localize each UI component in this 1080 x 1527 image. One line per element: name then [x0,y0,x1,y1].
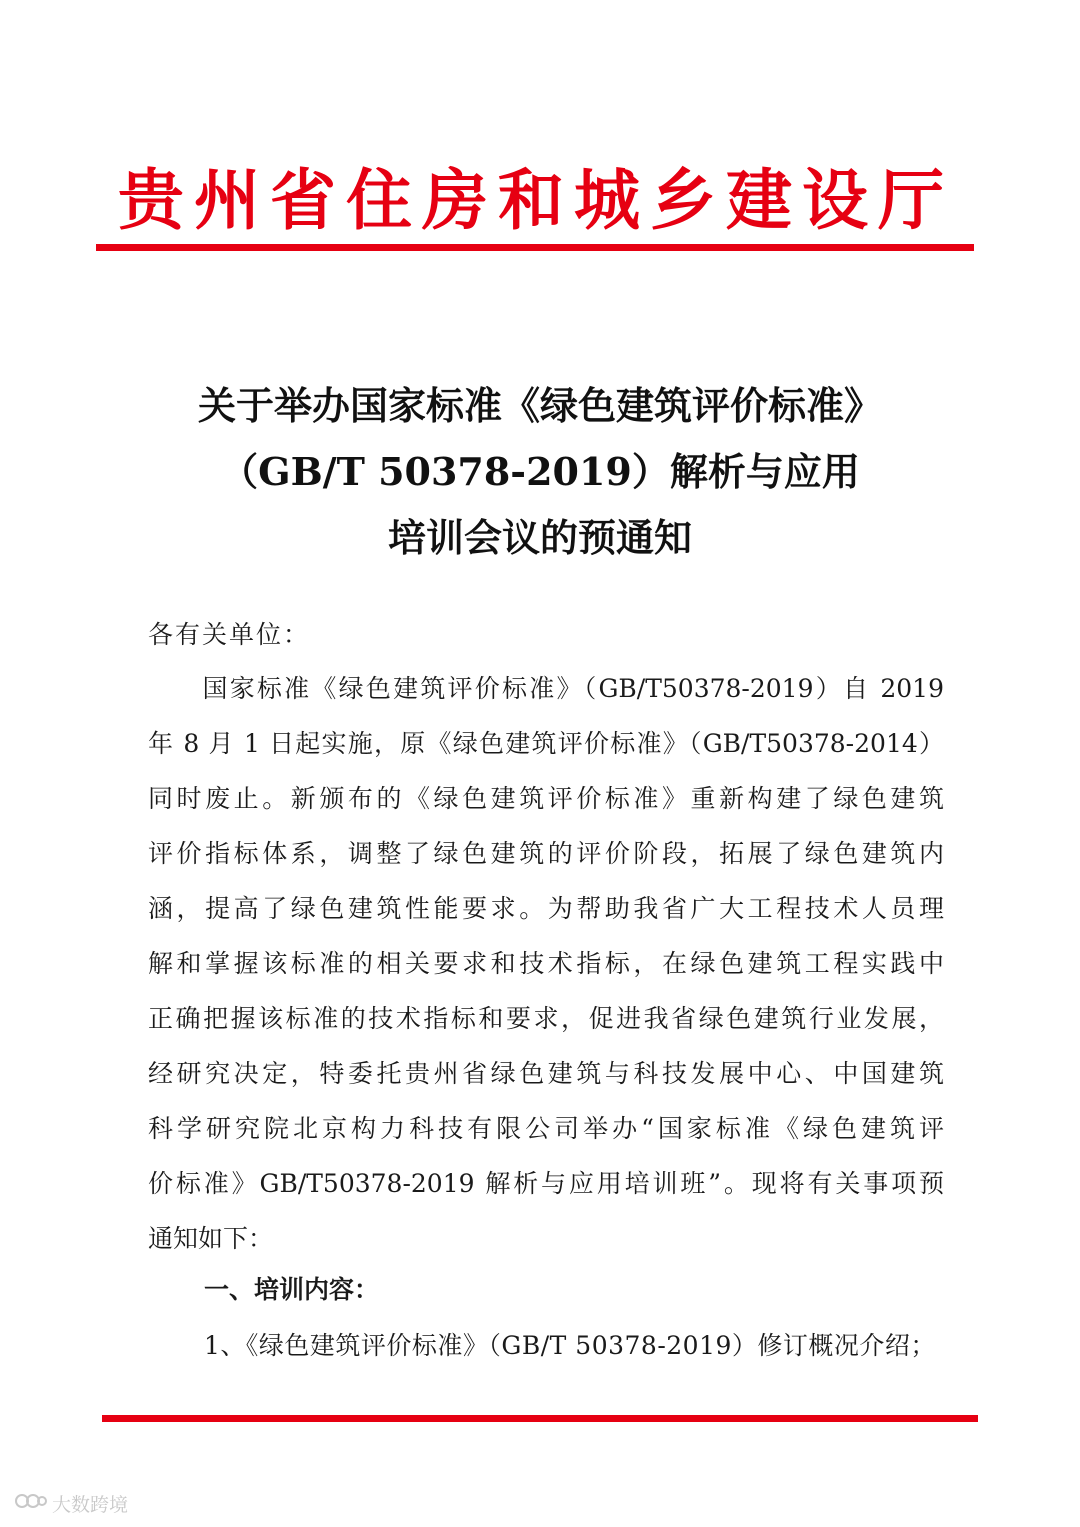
body-line: 通知如下： [148,1224,274,1253]
body-line: 涵，提高了绿色建筑性能要求。为帮助我省广大工程技术人员理 [148,894,944,923]
body-line: 经研究决定，特委托贵州省绿色建筑与科技发展中心、中国建筑 [148,1059,944,1088]
body-line: 价标准》GB/T50378-2019 解析与应用培训班”。现将有关事项预 [148,1169,944,1198]
document-title-line-3: 培训会议的预通知 [387,515,692,560]
body-line: 同时废止。新颁布的《绿色建筑评价标准》重新构建了绿色建筑 [148,784,944,813]
document-title-line-1: 关于举办国家标准《绿色建筑评价标准》 [197,383,882,428]
training-item-1: 1、《绿色建筑评价标准》（GB/T 50378-2019）修订概况介绍； [204,1331,936,1360]
body-line: 科学研究院北京构力科技有限公司举办“国家标准《绿色建筑评 [148,1114,944,1143]
body-line: 年 8 月 1 日起实施，原《绿色建筑评价标准》（GB/T50378-2014） [148,729,944,758]
watermark-logo-icon [14,1490,48,1517]
masthead: 贵州省住房和城乡建设厅 [118,161,954,239]
footer-rule-bottom [102,1415,978,1422]
salutation: 各有关单位： [148,620,311,649]
body-line: 评价指标体系，调整了绿色建筑的评价阶段，拓展了绿色建筑内 [148,839,944,868]
watermark [14,1490,128,1517]
watermark-text: 大数跨境 [52,1494,129,1516]
body-line: 正确把握该标准的技术指标和要求，促进我省绿色建筑行业发展， [148,1004,944,1033]
document-title-line-2: （GB/T 50378-2019）解析与应用 [220,449,860,494]
masthead-rule-top [96,244,974,251]
body-line: 国家标准《绿色建筑评价标准》（GB/T50378-2019）自 2019 [148,674,944,703]
section-heading-training-content: 一、培训内容： [204,1275,380,1304]
body-line: 解和掌握该标准的相关要求和技术指标，在绿色建筑工程实践中 [148,949,944,978]
